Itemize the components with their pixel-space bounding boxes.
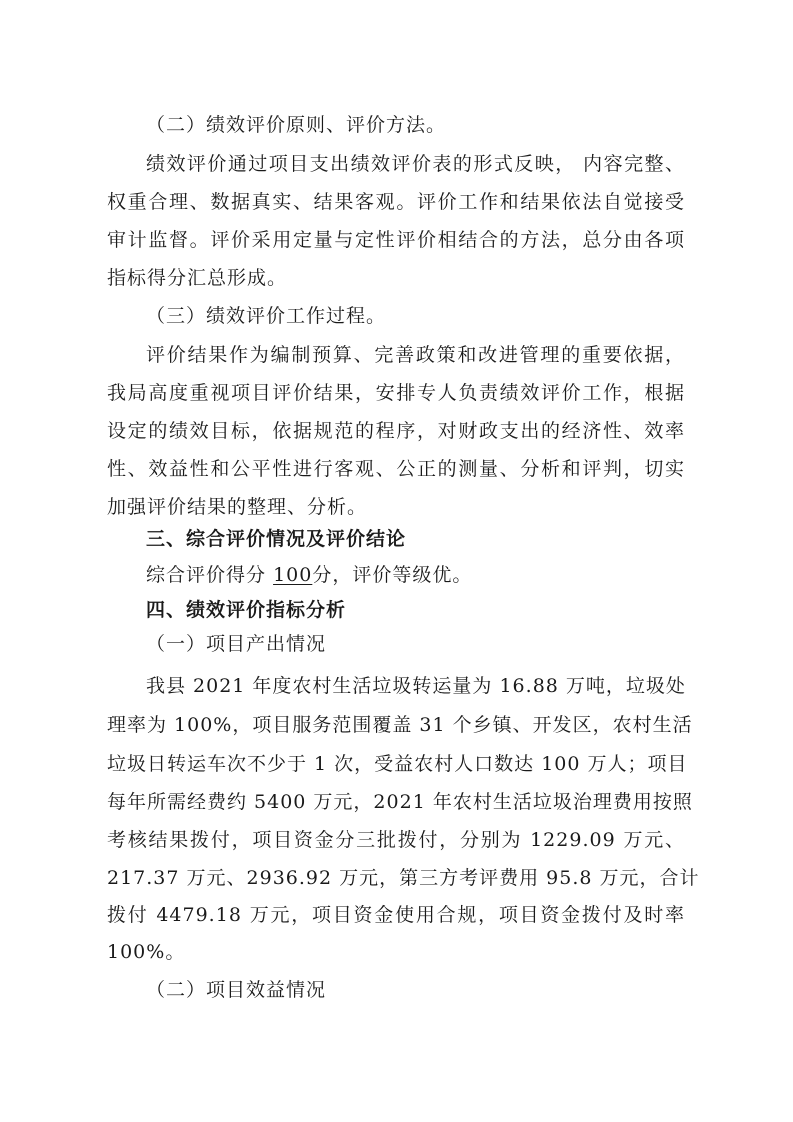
paragraph-line: 评价结果作为编制预算、完善政策和改进管理的重要依据， xyxy=(146,344,685,366)
paragraph-line: 性、效益性和公平性进行客观、公正的测量、分析和评判，切实 xyxy=(107,458,685,480)
section-title-indicator-analysis: 四、绩效评价指标分析 xyxy=(146,599,347,621)
paragraph-line: 100%。 xyxy=(107,941,186,963)
paragraph-line: 考核结果拨付，项目资金分三批拨付，分别为 1229.09 万元、 xyxy=(107,829,685,851)
paragraph-line: 我县 2021 年度农村生活垃圾转运量为 16.88 万吨，垃圾处 xyxy=(146,675,686,697)
paragraph-line: 每年所需经费约 5400 万元，2021 年农村生活垃圾治理费用按照 xyxy=(107,791,693,813)
paragraph-line: 指标得分汇总形成。 xyxy=(107,267,288,289)
paragraph-line: 217.37 万元、2936.92 万元，第三方考评费用 95.8 万元，合计 xyxy=(107,867,700,889)
paragraph-line: 理率为 100%，项目服务范围覆盖 31 个乡镇、开发区，农村生活 xyxy=(107,714,693,736)
paragraph-line: 设定的绩效目标，依据规范的程序，对财政支出的经济性、效率 xyxy=(107,420,685,442)
paragraph-line: 拨付 4479.18 万元，项目资金使用合规，项目资金拨付及时率 xyxy=(107,904,685,926)
subheading-project-output: （一）项目产出情况 xyxy=(146,633,327,655)
score-suffix: 分，评价等级优。 xyxy=(312,564,473,586)
paragraph-line: 权重合理、数据真实、结果客观。评价工作和结果依法自觉接受 xyxy=(107,191,685,213)
subheading-evaluation-process: （三）绩效评价工作过程。 xyxy=(146,305,387,327)
score-prefix: 综合评价得分 xyxy=(146,564,267,586)
paragraph-line: 我局高度重视项目评价结果，安排专人负责绩效评价工作，根据 xyxy=(107,382,685,404)
paragraph-line: 垃圾日转运车次不少于 1 次，受益农村人口数达 100 万人；项目 xyxy=(107,753,688,775)
score-value: 100 xyxy=(273,564,313,586)
paragraph-line: 绩效评价通过项目支出绩效评价表的形式反映， 内容完整、 xyxy=(146,153,685,175)
score-line xyxy=(146,563,472,587)
paragraph-line: 审计监督。评价采用定量与定性评价相结合的方法，总分由各项 xyxy=(107,229,685,251)
section-title-comprehensive-evaluation: 三、综合评价情况及评价结论 xyxy=(146,528,407,550)
subheading-project-benefit: （二）项目效益情况 xyxy=(146,979,327,1001)
subheading-evaluation-principles: （二）绩效评价原则、评价方法。 xyxy=(146,114,447,136)
paragraph-line: 加强评价结果的整理、分析。 xyxy=(107,496,368,518)
